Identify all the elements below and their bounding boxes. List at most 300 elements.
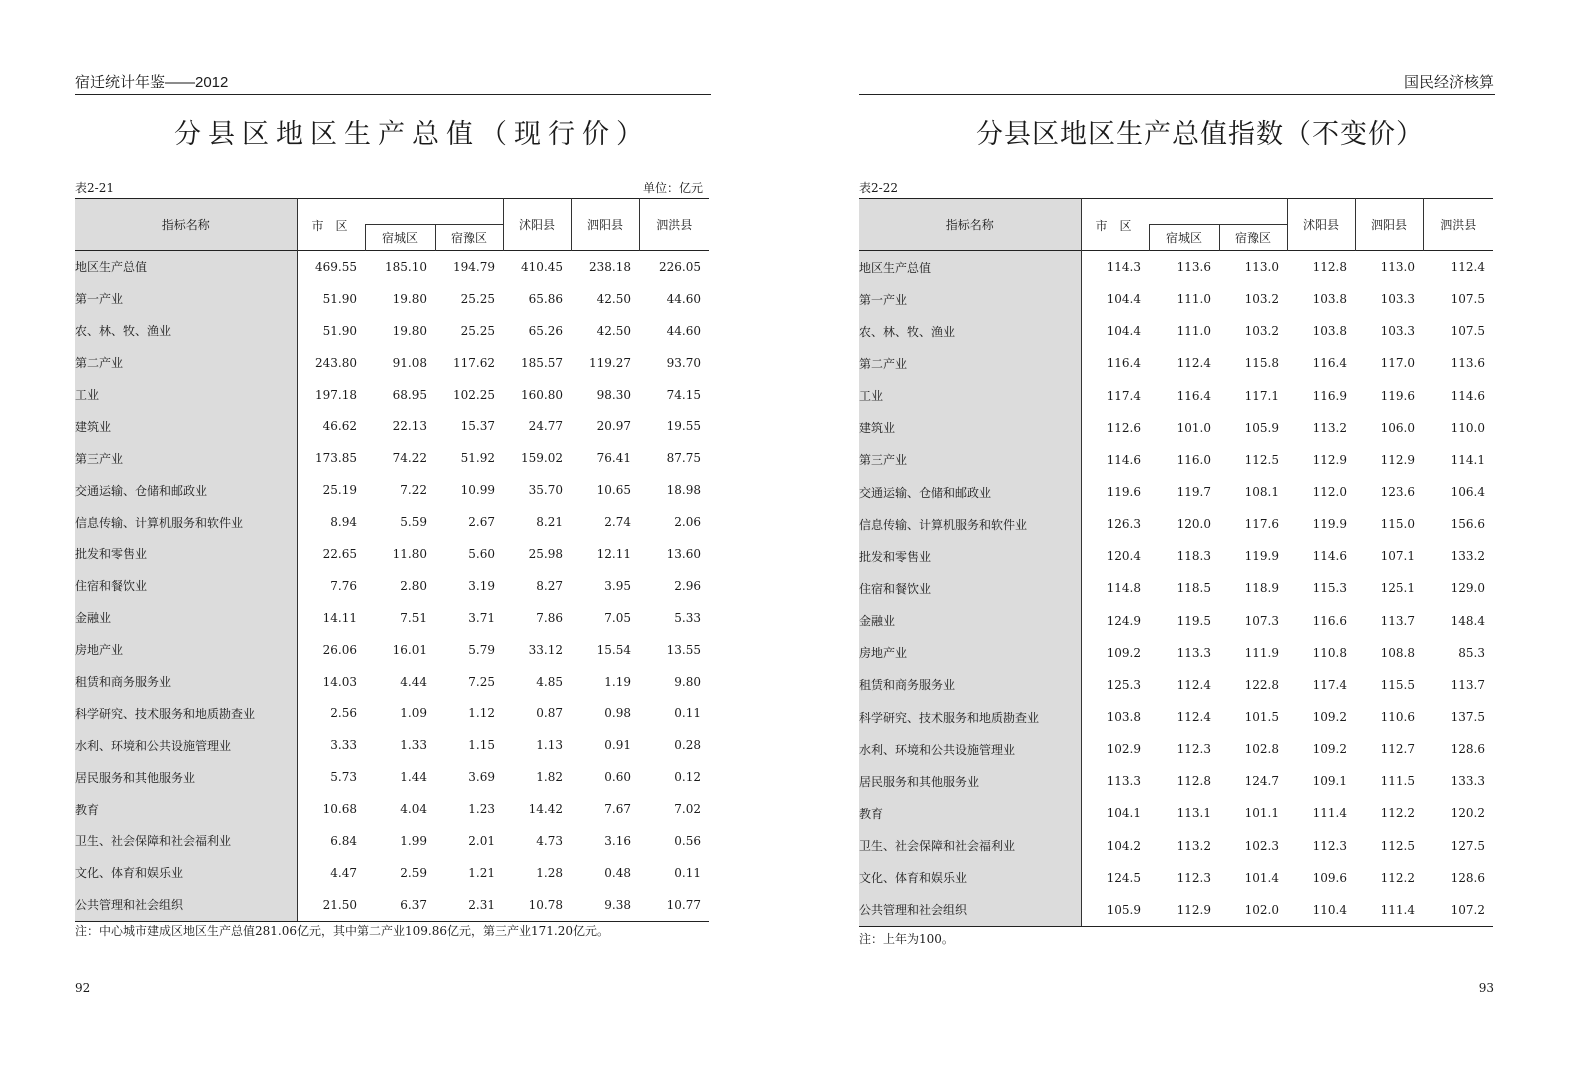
cell-shuyang: 65.26 <box>528 323 563 338</box>
row-indicator-name: 第三产业 <box>859 444 1081 476</box>
cell-siyang: 12.11 <box>596 546 631 561</box>
cell-city-total: 105.9 <box>1081 894 1149 927</box>
cell-sucheng: 16.01 <box>392 642 427 657</box>
cell-sihong: 114.6 <box>1450 388 1485 403</box>
header-indicator-name: 指标名称 <box>859 199 1081 251</box>
cell-sihong: 0.11 <box>674 706 701 721</box>
row-indicator-name: 科学研究、技术服务和地质勘查业 <box>859 701 1081 733</box>
running-head-section: 国民经济核算 <box>1403 74 1494 91</box>
table-row <box>75 379 709 411</box>
cell-sucheng: 7.51 <box>400 610 427 625</box>
row-indicator-name: 工业 <box>859 380 1081 412</box>
cell-shuyang: 113.2 <box>1312 420 1347 435</box>
cell-siyang: 103.3 <box>1380 324 1415 339</box>
row-indicator-name: 卫生、社会保障和社会福利业 <box>75 825 297 857</box>
row-indicator-name: 卫生、社会保障和社会福利业 <box>859 830 1081 862</box>
cell-siyang: 107.1 <box>1380 549 1415 564</box>
cell-city-total: 6.84 <box>330 833 357 848</box>
cell-shuyang: 109.2 <box>1312 710 1347 725</box>
cell-sihong: 128.6 <box>1450 742 1485 757</box>
table-row <box>75 442 709 474</box>
cell-siyang: 3.16 <box>604 833 631 848</box>
cell-sucheng: 112.3 <box>1176 870 1211 885</box>
cell-suyu: 103.2 <box>1244 324 1279 339</box>
cell-sihong: 113.7 <box>1450 677 1485 692</box>
cell-city-total: 46.62 <box>322 419 357 434</box>
row-indicator-name: 水利、环境和公共设施管理业 <box>75 729 297 761</box>
table-row <box>75 251 709 283</box>
cell-city-total: 469.55 <box>315 259 357 274</box>
cell-sihong: 2.06 <box>674 515 701 530</box>
cell-suyu: 101.4 <box>1244 870 1279 885</box>
cell-sucheng: 22.13 <box>392 419 427 434</box>
row-indicator-name: 第二产业 <box>859 347 1081 379</box>
header-suyu: 宿豫区 <box>435 225 503 251</box>
cell-sucheng: 1.99 <box>400 833 427 848</box>
row-indicator-name: 信息传输、计算机服务和软件业 <box>859 508 1081 540</box>
cell-sihong: 148.4 <box>1450 613 1485 628</box>
cell-shuyang: 112.0 <box>1312 485 1347 500</box>
cell-suyu: 113.0 <box>1244 260 1279 275</box>
cell-sucheng: 1.09 <box>400 706 427 721</box>
row-indicator-name: 教育 <box>75 793 297 825</box>
cell-siyang: 115.5 <box>1380 677 1415 692</box>
cell-shuyang: 160.80 <box>521 387 563 402</box>
cell-siyang: 119.27 <box>589 355 631 370</box>
cell-sihong: 85.3 <box>1458 645 1485 660</box>
cell-city-total: 114.6 <box>1106 452 1141 467</box>
cell-sihong: 5.33 <box>674 610 701 625</box>
table-row <box>859 797 1493 829</box>
page-title: 分县区地区生产总值（现行价） <box>174 119 650 150</box>
row-indicator-name: 住宿和餐饮业 <box>75 570 297 602</box>
cell-suyu: 25.25 <box>460 323 495 338</box>
running-head-yearbook: 宿迁统计年鉴——2012 <box>75 74 229 91</box>
cell-city-total: 7.76 <box>330 578 357 593</box>
row-indicator-name: 金融业 <box>859 605 1081 637</box>
cell-city-total: 22.65 <box>322 546 357 561</box>
cell-sucheng: 74.22 <box>392 451 427 466</box>
row-indicator-name: 居民服务和其他服务业 <box>75 761 297 793</box>
cell-siyang: 10.65 <box>596 483 631 498</box>
page-number: 92 <box>75 981 91 995</box>
cell-city-total: 4.47 <box>330 865 357 880</box>
cell-suyu: 102.8 <box>1244 742 1279 757</box>
table-row <box>859 733 1493 765</box>
cell-sucheng: 120.0 <box>1176 517 1211 532</box>
cell-sihong: 9.80 <box>674 674 701 689</box>
table-body <box>75 251 709 922</box>
cell-sucheng: 113.3 <box>1176 645 1211 660</box>
cell-shuyang: 114.6 <box>1312 549 1347 564</box>
cell-sucheng: 19.80 <box>392 323 427 338</box>
row-indicator-name: 信息传输、计算机服务和软件业 <box>75 506 297 538</box>
cell-shuyang: 111.4 <box>1312 806 1347 821</box>
cell-shuyang: 109.2 <box>1312 742 1347 757</box>
row-indicator-name: 第三产业 <box>75 442 297 474</box>
row-indicator-name: 第二产业 <box>75 347 297 379</box>
cell-siyang: 7.67 <box>604 802 631 817</box>
cell-city-total: 8.94 <box>330 515 357 530</box>
table-row <box>75 889 709 921</box>
row-indicator-name: 房地产业 <box>859 637 1081 669</box>
page-number: 93 <box>1478 981 1494 995</box>
header-rule <box>75 94 711 95</box>
cell-sihong: 10.77 <box>639 889 709 921</box>
cell-sihong: 128.6 <box>1450 870 1485 885</box>
cell-suyu: 2.01 <box>468 833 495 848</box>
cell-sihong: 156.6 <box>1450 517 1485 532</box>
cell-city-total: 14.11 <box>322 610 357 625</box>
header-sucheng: 宿城区 <box>365 225 435 251</box>
row-indicator-name: 工业 <box>75 379 297 411</box>
cell-city-total: 173.85 <box>315 451 357 466</box>
cell-sucheng: 5.59 <box>400 515 427 530</box>
table-row <box>859 347 1493 379</box>
cell-sucheng: 112.4 <box>1176 710 1211 725</box>
table-row <box>859 508 1493 540</box>
cell-siyang: 42.50 <box>596 323 631 338</box>
row-indicator-name: 地区生产总值 <box>859 251 1081 284</box>
cell-city-total: 51.90 <box>322 291 357 306</box>
cell-sihong: 13.55 <box>666 642 701 657</box>
cell-suyu: 3.69 <box>468 770 495 785</box>
cell-sihong: 106.4 <box>1450 485 1485 500</box>
cell-shuyang: 103.8 <box>1312 324 1347 339</box>
cell-sihong: 133.3 <box>1450 774 1485 789</box>
cell-siyang: 20.97 <box>596 419 631 434</box>
cell-city-total: 109.2 <box>1106 645 1141 660</box>
cell-city-total: 102.9 <box>1106 742 1141 757</box>
cell-suyu: 117.1 <box>1244 388 1279 403</box>
cell-siyang: 0.98 <box>604 706 631 721</box>
cell-siyang: 0.60 <box>604 770 631 785</box>
cell-siyang: 9.38 <box>571 889 639 921</box>
table-row <box>859 765 1493 797</box>
cell-shuyang: 109.6 <box>1312 870 1347 885</box>
cell-siyang: 76.41 <box>596 451 631 466</box>
row-indicator-name: 教育 <box>859 797 1081 829</box>
header-city-district: 市 区 <box>1095 219 1132 233</box>
cell-siyang: 112.5 <box>1380 838 1415 853</box>
cell-sihong: 44.60 <box>666 323 701 338</box>
cell-suyu: 5.60 <box>468 546 495 561</box>
cell-shuyang: 8.21 <box>536 515 563 530</box>
table-body <box>859 251 1493 927</box>
cell-sucheng: 68.95 <box>392 387 427 402</box>
cell-siyang: 125.1 <box>1380 581 1415 596</box>
cell-sucheng: 101.0 <box>1176 420 1211 435</box>
table-row <box>859 476 1493 508</box>
cell-city-total: 10.68 <box>322 802 357 817</box>
cell-sucheng: 91.08 <box>392 355 427 370</box>
cell-sucheng: 2.59 <box>400 865 427 880</box>
cell-shuyang: 14.42 <box>528 802 563 817</box>
cell-siyang: 7.05 <box>604 610 631 625</box>
cell-shuyang: 7.86 <box>536 610 563 625</box>
cell-suyu: 3.19 <box>468 578 495 593</box>
cell-shuyang: 112.9 <box>1312 452 1347 467</box>
row-indicator-name: 房地产业 <box>75 634 297 666</box>
cell-siyang: 113.0 <box>1380 260 1415 275</box>
table-row <box>859 540 1493 572</box>
cell-shuyang: 115.3 <box>1312 581 1347 596</box>
header-siyang: 泗阳县 <box>1355 199 1423 251</box>
cell-shuyang: 4.73 <box>536 833 563 848</box>
header-siyang: 泗阳县 <box>571 199 639 251</box>
table-header <box>859 199 1493 251</box>
header-sihong: 泗洪县 <box>1440 218 1477 232</box>
cell-siyang: 113.7 <box>1380 613 1415 628</box>
table-row <box>75 538 709 570</box>
cell-sucheng: 119.7 <box>1176 485 1211 500</box>
cell-sucheng: 116.4 <box>1176 388 1211 403</box>
cell-city-total: 117.4 <box>1106 388 1141 403</box>
row-indicator-name: 公共管理和社会组织 <box>75 889 297 921</box>
cell-suyu: 101.5 <box>1244 710 1279 725</box>
cell-sihong: 112.4 <box>1450 260 1485 275</box>
cell-sucheng: 6.37 <box>365 889 435 921</box>
table-row <box>75 315 709 347</box>
cell-sucheng: 2.80 <box>400 578 427 593</box>
row-indicator-name: 文化、体育和娱乐业 <box>859 862 1081 894</box>
cell-city-total: 116.4 <box>1106 356 1141 371</box>
cell-sucheng: 4.44 <box>400 674 427 689</box>
row-indicator-name: 第一产业 <box>859 283 1081 315</box>
cell-siyang: 103.3 <box>1380 292 1415 307</box>
cell-suyu: 119.9 <box>1244 549 1279 564</box>
table-row <box>75 697 709 729</box>
cell-sucheng: 119.5 <box>1176 613 1211 628</box>
table-row <box>75 666 709 698</box>
cell-sihong: 133.2 <box>1450 549 1485 564</box>
cell-siyang: 0.48 <box>604 865 631 880</box>
cell-suyu: 1.12 <box>468 706 495 721</box>
cell-siyang: 106.0 <box>1380 420 1415 435</box>
cell-siyang: 3.95 <box>604 578 631 593</box>
table-row <box>859 572 1493 604</box>
cell-shuyang: 25.98 <box>528 546 563 561</box>
row-indicator-name: 公共管理和社会组织 <box>859 894 1081 927</box>
table-row <box>75 857 709 889</box>
cell-sihong: 13.60 <box>666 546 701 561</box>
cell-siyang: 115.0 <box>1380 517 1415 532</box>
cell-sihong: 0.11 <box>674 865 701 880</box>
cell-siyang: 112.2 <box>1380 870 1415 885</box>
row-indicator-name: 科学研究、技术服务和地质勘查业 <box>75 697 297 729</box>
cell-sihong: 107.5 <box>1450 292 1485 307</box>
header-sihong: 泗洪县 <box>656 218 693 232</box>
table-row <box>859 894 1493 927</box>
cell-sihong: 0.28 <box>674 738 701 753</box>
cell-sucheng: 1.33 <box>400 738 427 753</box>
cell-city-total: 114.3 <box>1106 260 1141 275</box>
cell-suyu: 2.67 <box>468 515 495 530</box>
row-indicator-name: 农、林、牧、渔业 <box>75 315 297 347</box>
cell-siyang: 98.30 <box>596 387 631 402</box>
cell-sucheng: 11.80 <box>392 546 427 561</box>
table-row <box>75 410 709 442</box>
cell-city-total: 126.3 <box>1106 517 1141 532</box>
cell-suyu: 10.99 <box>460 483 495 498</box>
cell-suyu: 117.62 <box>453 355 495 370</box>
unit-label: 单位：亿元 <box>642 181 703 195</box>
table-header <box>75 199 709 251</box>
table-row <box>75 729 709 761</box>
cell-suyu: 108.1 <box>1244 485 1279 500</box>
row-indicator-name: 租赁和商务服务业 <box>75 666 297 698</box>
cell-shuyang: 1.28 <box>536 865 563 880</box>
header-city-district: 市 区 <box>311 219 348 233</box>
cell-city-total: 5.73 <box>330 770 357 785</box>
table-row <box>859 283 1493 315</box>
cell-suyu: 1.21 <box>468 865 495 880</box>
cell-suyu: 25.25 <box>460 291 495 306</box>
cell-suyu: 51.92 <box>460 451 495 466</box>
cell-shuyang: 410.45 <box>521 259 563 274</box>
cell-suyu: 7.25 <box>468 674 495 689</box>
cell-suyu: 1.15 <box>468 738 495 753</box>
cell-siyang: 2.74 <box>604 515 631 530</box>
cell-siyang: 112.9 <box>1380 452 1415 467</box>
table-note: 注：上年为100。 <box>859 932 954 946</box>
cell-sihong: 2.96 <box>674 578 701 593</box>
cell-suyu: 5.79 <box>468 642 495 657</box>
cell-city-total: 104.2 <box>1106 838 1141 853</box>
table-row <box>75 347 709 379</box>
header-rule <box>859 94 1495 95</box>
cell-shuyang: 119.9 <box>1312 517 1347 532</box>
cell-city-total: 21.50 <box>297 889 365 921</box>
table-row <box>859 669 1493 701</box>
table-row <box>859 380 1493 412</box>
cell-shuyang: 4.85 <box>536 674 563 689</box>
cell-siyang: 119.6 <box>1380 388 1415 403</box>
cell-city-total: 243.80 <box>315 355 357 370</box>
cell-sihong: 113.6 <box>1450 356 1485 371</box>
table-row <box>859 862 1493 894</box>
cell-sihong: 120.2 <box>1450 806 1485 821</box>
cell-suyu: 115.8 <box>1244 356 1279 371</box>
cell-shuyang: 110.4 <box>1287 894 1355 927</box>
cell-shuyang: 185.57 <box>521 355 563 370</box>
cell-suyu: 102.25 <box>453 387 495 402</box>
cell-siyang: 123.6 <box>1380 485 1415 500</box>
cell-suyu: 105.9 <box>1244 420 1279 435</box>
cell-city-total: 51.90 <box>322 323 357 338</box>
cell-sucheng: 185.10 <box>385 259 427 274</box>
row-indicator-name: 文化、体育和娱乐业 <box>75 857 297 889</box>
left-page <box>0 0 793 1077</box>
cell-city-total: 104.1 <box>1106 806 1141 821</box>
cell-suyu: 3.71 <box>468 610 495 625</box>
cell-city-total: 197.18 <box>315 387 357 402</box>
row-indicator-name: 建筑业 <box>75 410 297 442</box>
cell-shuyang: 117.4 <box>1312 677 1347 692</box>
cell-sihong: 137.5 <box>1450 710 1485 725</box>
cell-siyang: 15.54 <box>596 642 631 657</box>
cell-sucheng: 111.0 <box>1176 292 1211 307</box>
page-title: 分县区地区生产总值指数（不变价） <box>976 119 1424 150</box>
cell-suyu: 102.0 <box>1219 894 1287 927</box>
cell-sucheng: 118.5 <box>1176 581 1211 596</box>
cell-city-total: 113.3 <box>1106 774 1141 789</box>
row-indicator-name: 居民服务和其他服务业 <box>859 765 1081 797</box>
cell-city-total: 112.6 <box>1106 420 1141 435</box>
cell-city-total: 120.4 <box>1106 549 1141 564</box>
cell-city-total: 2.56 <box>330 706 357 721</box>
cell-siyang: 112.7 <box>1380 742 1415 757</box>
cell-sucheng: 4.04 <box>400 802 427 817</box>
cell-suyu: 2.31 <box>435 889 503 921</box>
table-row <box>75 634 709 666</box>
table-row <box>75 570 709 602</box>
cell-sucheng: 113.1 <box>1176 806 1211 821</box>
cell-sihong: 0.12 <box>674 770 701 785</box>
cell-sihong: 87.75 <box>666 451 701 466</box>
cell-city-total: 104.4 <box>1106 292 1141 307</box>
cell-suyu: 118.9 <box>1244 581 1279 596</box>
table-row <box>75 602 709 634</box>
cell-suyu: 122.8 <box>1244 677 1279 692</box>
cell-siyang: 111.4 <box>1355 894 1423 927</box>
cell-city-total: 124.5 <box>1106 870 1141 885</box>
cell-suyu: 194.79 <box>453 259 495 274</box>
cell-shuyang: 116.6 <box>1312 613 1347 628</box>
cell-sihong: 226.05 <box>659 259 701 274</box>
cell-sucheng: 113.2 <box>1176 838 1211 853</box>
right-page <box>793 0 1587 1077</box>
cell-city-total: 103.8 <box>1106 710 1141 725</box>
cell-siyang: 112.2 <box>1380 806 1415 821</box>
cell-siyang: 238.18 <box>589 259 631 274</box>
row-indicator-name: 水利、环境和公共设施管理业 <box>859 733 1081 765</box>
cell-shuyang: 8.27 <box>536 578 563 593</box>
cell-suyu: 124.7 <box>1244 774 1279 789</box>
row-indicator-name: 住宿和餐饮业 <box>859 572 1081 604</box>
cell-shuyang: 110.8 <box>1312 645 1347 660</box>
cell-suyu: 103.2 <box>1244 292 1279 307</box>
header-shuyang: 沭阳县 <box>503 199 571 251</box>
cell-siyang: 0.91 <box>604 738 631 753</box>
cell-sucheng: 112.4 <box>1176 356 1211 371</box>
cell-shuyang: 65.86 <box>528 291 563 306</box>
table-number: 表2-21 <box>75 181 114 195</box>
table-row <box>75 793 709 825</box>
cell-sihong: 93.70 <box>666 355 701 370</box>
table-row <box>75 761 709 793</box>
row-indicator-name: 交通运输、仓储和邮政业 <box>859 476 1081 508</box>
cell-suyu: 1.23 <box>468 802 495 817</box>
cell-sucheng: 112.9 <box>1149 894 1219 927</box>
cell-sucheng: 112.3 <box>1176 742 1211 757</box>
table-row <box>859 605 1493 637</box>
header-suyu: 宿豫区 <box>1219 225 1287 251</box>
cell-sihong: 74.15 <box>666 387 701 402</box>
cell-shuyang: 1.82 <box>536 770 563 785</box>
cell-siyang: 42.50 <box>596 291 631 306</box>
cell-city-total: 25.19 <box>322 483 357 498</box>
cell-shuyang: 116.4 <box>1312 356 1347 371</box>
cell-siyang: 110.6 <box>1380 710 1415 725</box>
cell-sucheng: 111.0 <box>1176 324 1211 339</box>
cell-sihong: 110.0 <box>1450 420 1485 435</box>
cell-sihong: 107.5 <box>1450 324 1485 339</box>
cell-shuyang: 116.9 <box>1312 388 1347 403</box>
header-indicator-name: 指标名称 <box>75 199 297 251</box>
cell-shuyang: 24.77 <box>528 419 563 434</box>
cell-sucheng: 112.8 <box>1176 774 1211 789</box>
